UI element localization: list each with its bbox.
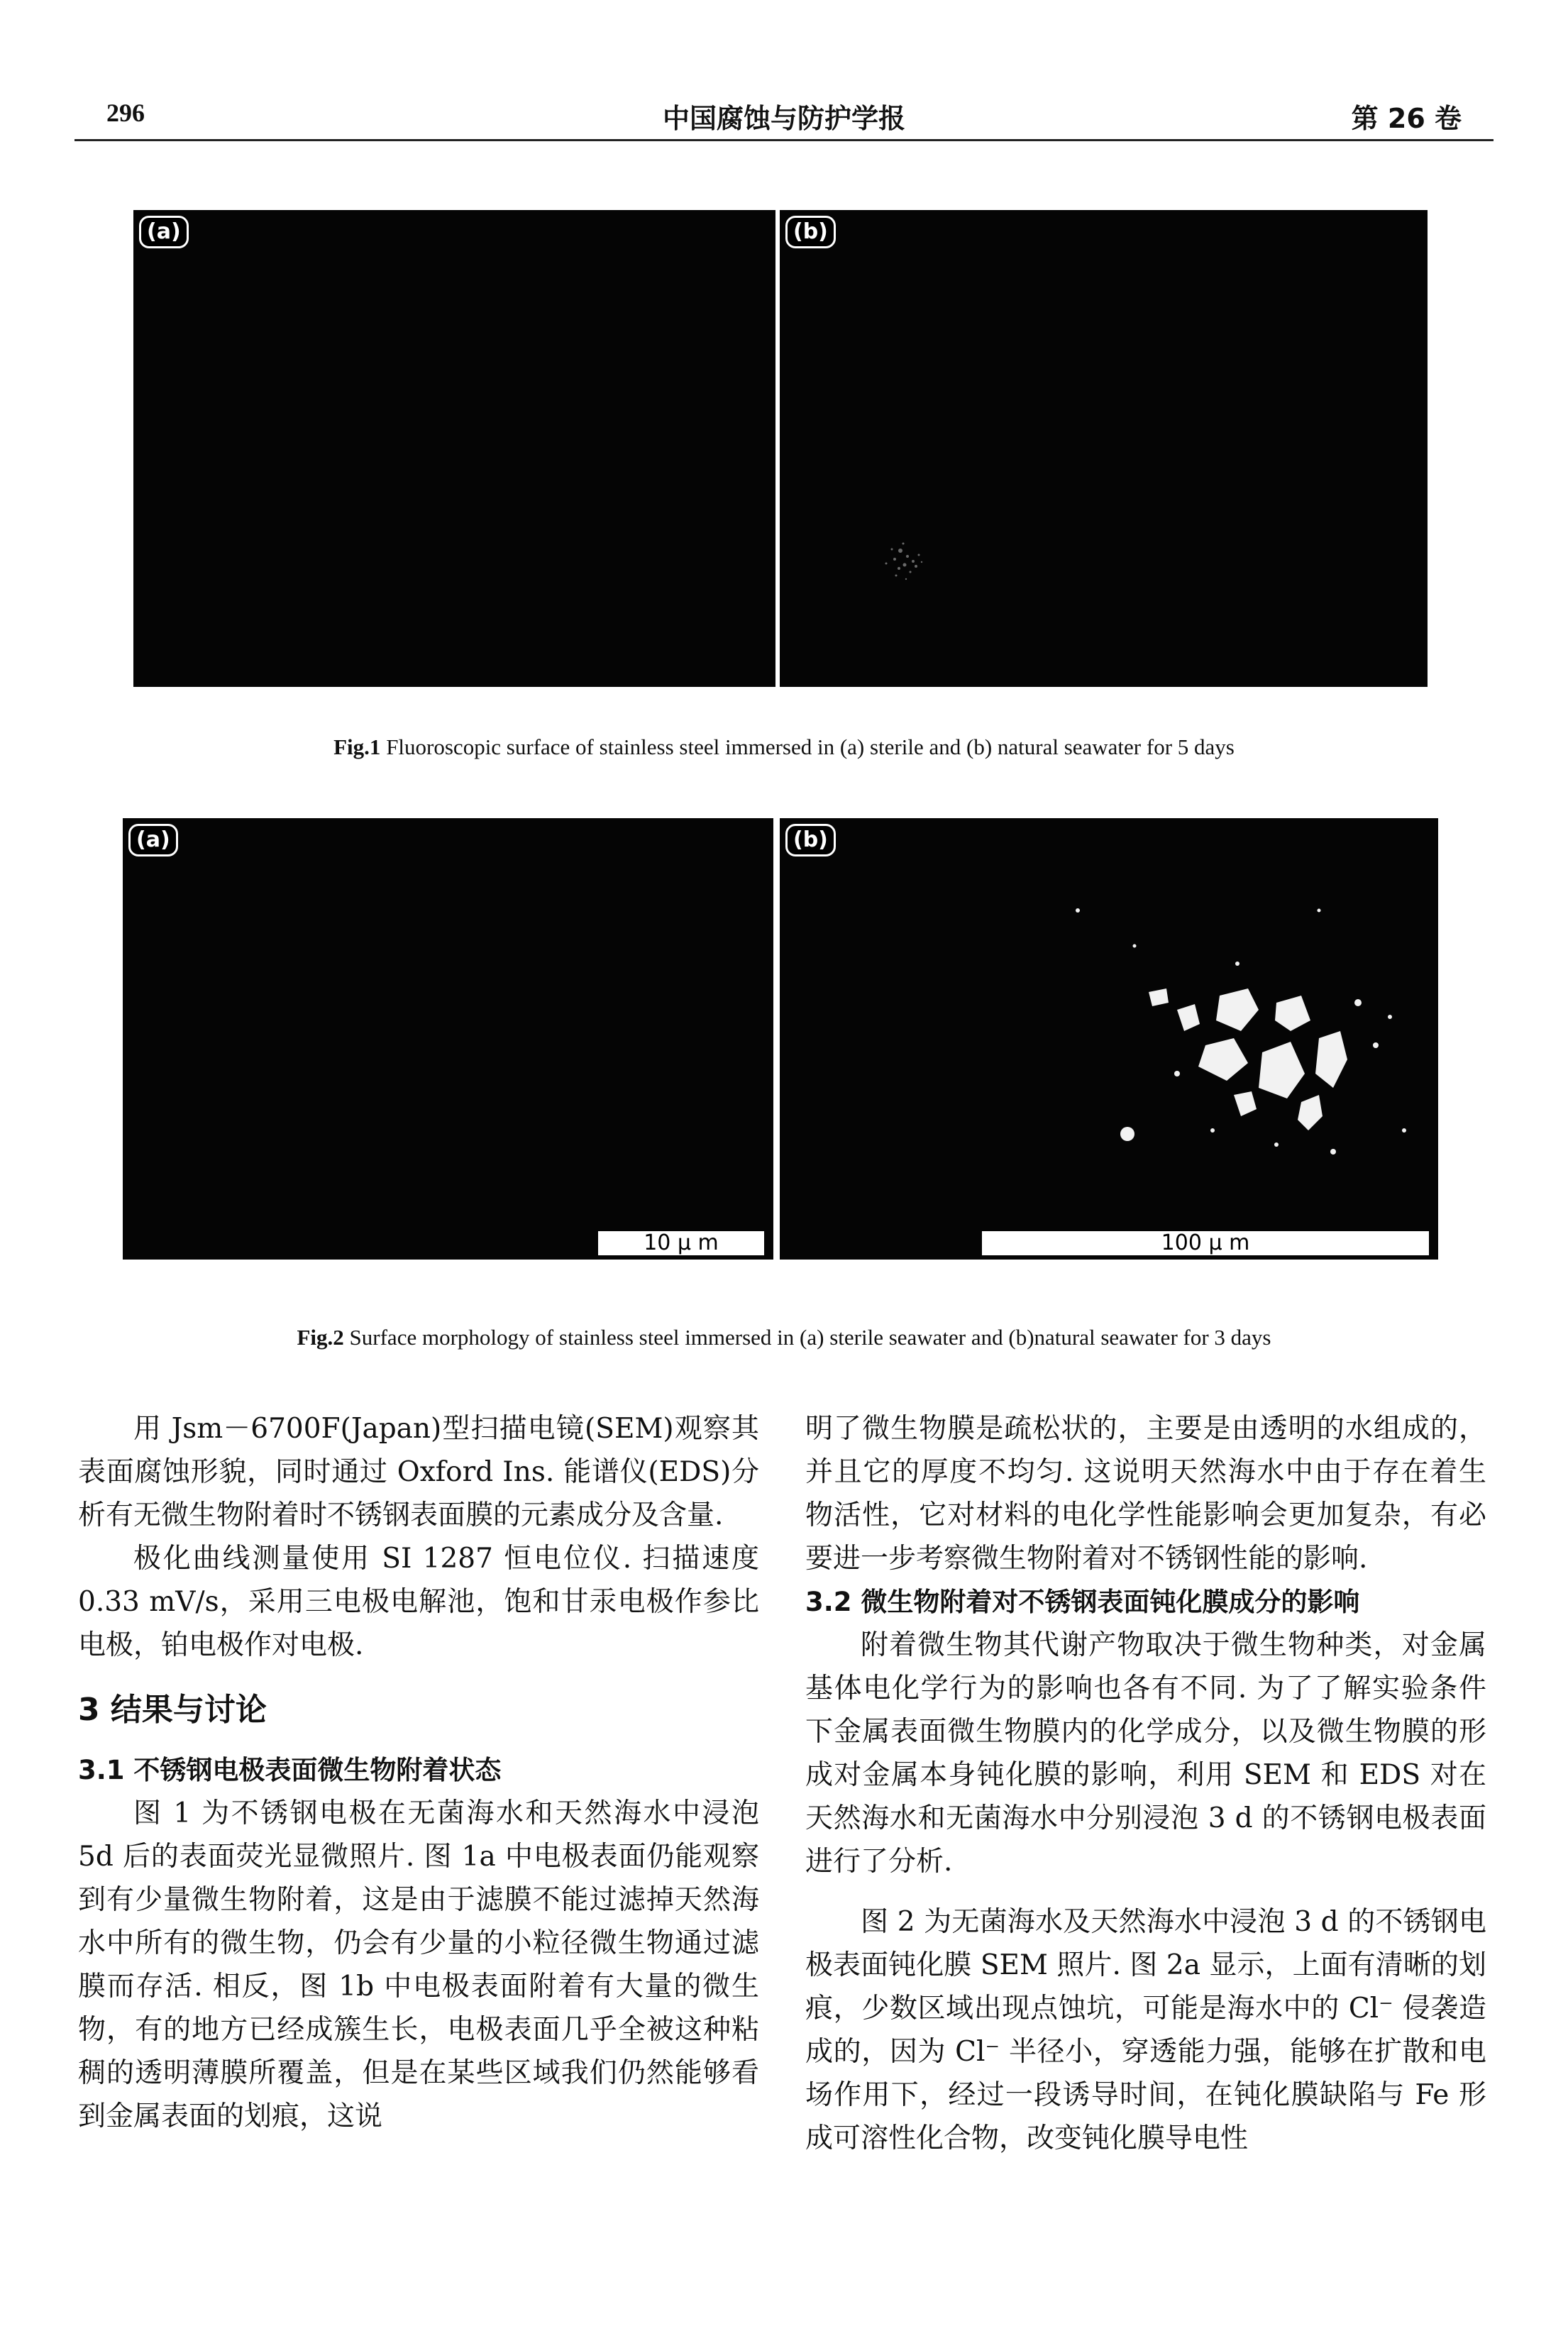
figure1-panel-a bbox=[133, 210, 775, 687]
figure2-panel-b bbox=[780, 818, 1438, 1260]
right-paragraph-1: 明了微生物膜是疏松状的，主要是由透明的水组成的，并且它的厚度不均匀. 这说明天然海水中由于存在着生物活性，它对材料的电化学性能影响会更加复杂，有必要进一步考察微生物附着对不锈钢性能的影响. bbox=[805, 1413, 1486, 1575]
figure2-scale-b-text: 100 μ m bbox=[1161, 1230, 1250, 1255]
volume-label: 第 26 卷 bbox=[1351, 103, 1462, 134]
journal-title: 中国腐蚀与防护学报 bbox=[662, 103, 905, 134]
right-paragraph-2: 附着微生物其代谢产物取决于微生物种类，对金属基体电化学行为的影响也各有不同. 为了了解实验条件下金属表面微生物膜内的化学成分，以及微生物膜的形成对金属本身钝化膜的影响，利用 SEM 和 EDS 对在天然海水和无菌海水中分别浸泡 3 d 的不锈钢电极表面进行了分析. bbox=[805, 1629, 1486, 1878]
section-3-1-heading: 3.1 不锈钢电极表面微生物附着状态 bbox=[78, 1755, 502, 1785]
figure1-caption bbox=[0, 734, 1568, 760]
figure1-panel-b bbox=[780, 210, 1428, 687]
figure2-caption-text: Surface morphology of stainless steel immersed in (a) sterile seawater and (b)natural seawater for 3 days bbox=[343, 1325, 1271, 1350]
figure2-scale-bar-b bbox=[982, 1231, 1429, 1255]
header-divider bbox=[74, 139, 1494, 141]
left-paragraph-2: 极化曲线测量使用 SI 1287 恒电位仪. 扫描速度 0.33 mV/s，采用三电极电解池，饱和甘汞电极作参比电极，铂电极作对电极. bbox=[78, 1543, 759, 1661]
right-paragraph-3: 图 2 为无菌海水及天然海水中浸泡 3 d 的不锈钢电极表面钝化膜 SEM 照片. 图 2a 显示，上面有清晰的划痕，少数区域出现点蚀坑，可能是海水中的 Cl⁻ 侵袭造成的，因为 Cl⁻ 半径小，穿透能力强，能够在扩散和电场作用下，经过一段诱导时间，在钝化膜缺陷与 Fe 形成可溶性化合物，改变钝化膜导电性 bbox=[805, 1906, 1486, 2154]
figure1-panel-b-label: (b) bbox=[785, 216, 836, 248]
right-column bbox=[805, 1407, 1486, 2160]
sem-particles bbox=[780, 818, 1438, 1260]
section-3-2-heading: 3.2 微生物附着对不锈钢表面钝化膜成分的影响 bbox=[805, 1587, 1360, 1617]
left-paragraph-3: 图 1 为不锈钢电极在无菌海水和天然海水中浸泡 5d 后的表面荧光显微照片. 图 1a 中电极表面仍能观察到有少量微生物附着，这是由于滤膜不能过滤掉天然海水中所有的微生物，仍会有少量的小粒径微生物通过滤膜而存活. 相反，图 1b 中电极表面附着有大量的微生物，有的地方已经成簇生长，电极表面几乎全被这种粘稠的透明薄膜所覆盖，但是在某些区域我们仍然能够看到金属表面的划痕，这说 bbox=[78, 1797, 759, 2132]
figure1-panel-a-label: (a) bbox=[139, 216, 189, 248]
figure2-panel-a-label: (a) bbox=[128, 824, 178, 856]
figure2-caption-label: Fig.2 bbox=[297, 1325, 344, 1350]
left-paragraph-1: 用 Jsm－6700F(Japan)型扫描电镜(SEM)观察其表面腐蚀形貌，同时通过 Oxford Ins. 能谱仪(EDS)分析有无微生物附着时不锈钢表面膜的元素成分及含量. bbox=[78, 1413, 759, 1531]
fluorescence-speckle bbox=[780, 210, 1428, 687]
figure2-panel-b-label: (b) bbox=[785, 824, 836, 856]
figure1-caption-label: Fig.1 bbox=[333, 734, 381, 759]
left-column bbox=[78, 1407, 759, 2138]
section-3-heading: 3 结果与讨论 bbox=[78, 1692, 267, 1728]
figure1-caption-text: Fluoroscopic surface of stainless steel immersed in (a) sterile and (b) natural seawater for 5 days bbox=[380, 734, 1235, 759]
figure2-scale-bar-a bbox=[598, 1231, 764, 1255]
page-number: 296 bbox=[106, 99, 145, 127]
figure2-caption bbox=[0, 1325, 1568, 1350]
figure2-scale-a-text: 10 μ m bbox=[644, 1230, 719, 1255]
figure2-panel-a bbox=[123, 818, 773, 1260]
